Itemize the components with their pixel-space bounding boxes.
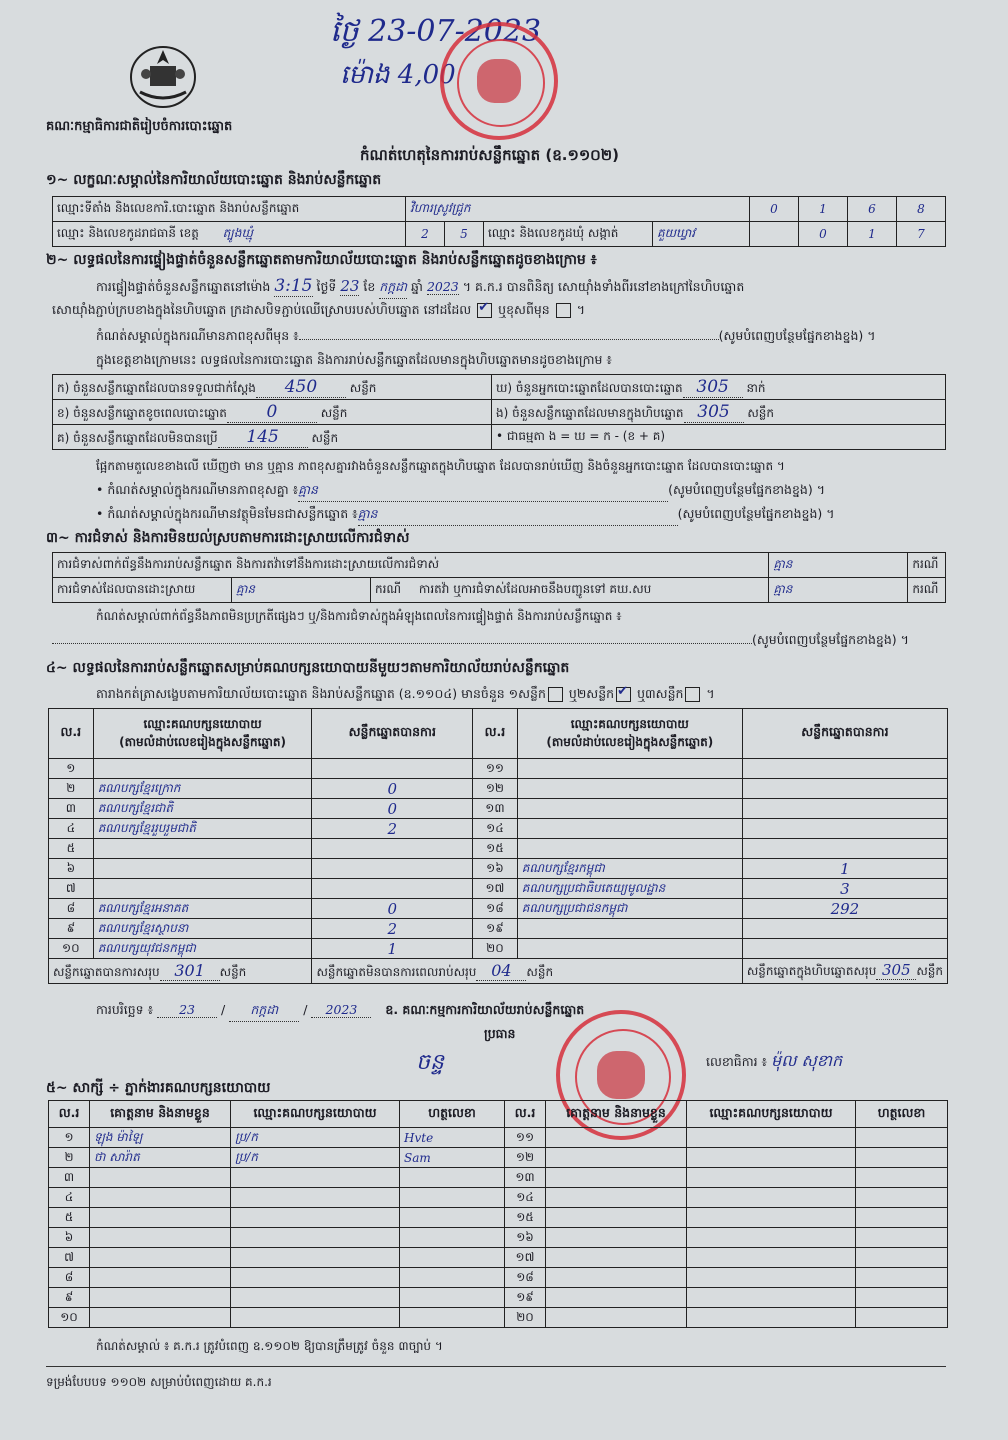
- row-number: ៤: [49, 1188, 90, 1208]
- row-number: ១៣: [505, 1168, 546, 1188]
- agent-name: [546, 1168, 687, 1188]
- section5-heading: ៥~ សាក្សី ÷ ភ្នាក់ងារគណបក្សនយោបាយ: [46, 1080, 271, 1096]
- party-votes: [742, 779, 947, 799]
- party-name: គណបក្សយុវជនកម្ពុជា: [93, 939, 312, 959]
- one-sheet-checkbox[interactable]: [548, 687, 563, 702]
- party-votes: [742, 939, 947, 959]
- agent-signature: [400, 1268, 505, 1288]
- table-row: [49, 819, 948, 839]
- row-number: ១០: [49, 939, 94, 959]
- agent-signature: Sam: [400, 1148, 505, 1168]
- party-name: [517, 839, 742, 859]
- row-number: ៩: [49, 1288, 90, 1308]
- verification-line: ការផ្ទៀងផ្ទាត់ចំនួនសន្លឹកឆ្នោតនៅម៉ោង 3:15 ថ្ងៃទី 23 ខែ កក្កដា ឆ្នាំ 2023 ។ គ.ក.រ បានពិនិត្យ សោយ៉ាំងទាំងពីរនៅខាងក្រៅនៃហិបឆ្នោត: [96, 276, 744, 299]
- time-value: 3:15: [274, 276, 313, 296]
- section3-heading: ៣~ ការជំទាស់ និងការមិនយល់ស្របតាមការដោះស្រាយលើការជំទាស់: [46, 530, 410, 546]
- agent-party: [231, 1248, 400, 1268]
- party-name: [517, 759, 742, 779]
- party-name: គណបក្សខ្មែររួបរួមជាតិ: [93, 819, 312, 839]
- table-row: [49, 1268, 948, 1288]
- agent-name: [546, 1208, 687, 1228]
- nec-emblem-icon: [128, 44, 198, 110]
- location-digit: 1: [799, 197, 848, 222]
- discrepancy-note: • កំណត់សម្គាល់ក្នុងករណីមានភាពខុសគ្នា ៖គ្មាន (សូមបំពេញបន្ថែមផ្នែកខាងខ្នង) ។: [96, 482, 825, 502]
- agent-name: [90, 1208, 231, 1228]
- table-row: [49, 1248, 948, 1268]
- received-ballots-row: ក) ចំនួនសន្លឹកឆ្នោតដែលបានទទួលជាក់ស្តែង 450 សន្លឹក: [53, 375, 492, 400]
- agent-signature: [856, 1188, 948, 1208]
- forwarded-unit: ករណី: [908, 578, 946, 603]
- agent-party: ប្រ/ក: [231, 1148, 400, 1168]
- agent-party: [687, 1148, 856, 1168]
- agent-party: [231, 1168, 400, 1188]
- row-number: ១៥: [505, 1208, 546, 1228]
- row-number: ៥: [49, 839, 94, 859]
- discrepancy-line: ផ្អែកតាមតួលេខខាងលើ ឃើញថា មាន ឬគ្មាន ភាពខុសគ្នារវាងចំនួនសន្លឹកឆ្នោតក្នុងហិបឆ្នោត ដែលបានរាប់ឃើញ និងចំនួនអ្នកបោះឆ្នោត ដែលបានបោះឆ្នោត ។: [96, 459, 785, 473]
- agent-party: [231, 1188, 400, 1208]
- row-number: ១៩: [505, 1288, 546, 1308]
- party-votes: [312, 879, 473, 899]
- difference-note: កំណត់សម្គាល់ក្នុងករណីមានភាពខុសពីមុន ៖ (សូមបំពេញបន្ថែមផ្នែកខាងខ្នង) ។: [96, 328, 876, 343]
- complaints-label: ការជំទាស់ពាក់ព័ន្ធនឹងការរាប់សន្លឹកឆ្នោត និងការតវ៉ាទៅនឹងការដោះស្រាយលើការជំទាស់: [53, 553, 769, 578]
- agent-party: [687, 1308, 856, 1328]
- section2-heading: ២~ លទ្ធផលនៃការផ្ទៀងផ្ទាត់ចំនួនសន្លឹកឆ្នោតតាមការិយាល័យបោះឆ្នោត និងរាប់សន្លឹកឆ្នោតដូចខាងក្រោម ៖: [46, 252, 597, 268]
- complaints-value: គ្មាន: [769, 553, 908, 578]
- table-row: [49, 1168, 948, 1188]
- table-row: [49, 779, 948, 799]
- voters-row: ឃ) ចំនួនអ្នកបោះឆ្នោតដែលបានបោះឆ្នោត 305 នាក់: [492, 375, 946, 400]
- agent-signature: Hvte: [400, 1128, 505, 1148]
- agent-signature: [400, 1248, 505, 1268]
- table-row: [49, 859, 948, 879]
- party-name: គណបក្សប្រជាធិបតេយ្យមូលដ្ឋាន: [517, 879, 742, 899]
- row-number: ១៦: [505, 1228, 546, 1248]
- box-total: សន្លឹកឆ្នោតក្នុងហិបឆ្នោតសរុប 305 សន្លឹក: [742, 959, 947, 984]
- party-votes: [742, 919, 947, 939]
- party-votes: 0: [312, 899, 473, 919]
- party-votes: 1: [312, 939, 473, 959]
- agent-party: [231, 1228, 400, 1248]
- complaints-table: [52, 552, 946, 603]
- foreign-object-note: • កំណត់សម្គាល់ក្នុងករណីមានវត្ថុមិនមែនជាសន្លឹកឆ្នោត ៖គ្មាន (សូមបំពេញបន្ថែមផ្នែកខាងខ្នង) ។: [96, 506, 834, 526]
- agent-name: [90, 1288, 231, 1308]
- agent-name: ថា សារ៉ាត: [90, 1148, 231, 1168]
- three-sheet-checkbox[interactable]: [685, 687, 700, 702]
- table-row: [49, 879, 948, 899]
- section1-table: [52, 196, 946, 247]
- province-value: ត្បូងឃ្មុំ: [222, 226, 253, 240]
- row-number: ៤: [49, 819, 94, 839]
- day-value: 23: [340, 277, 360, 295]
- date-line: ការបរិច្ឆេទ ៖ 23 / កក្កដា / 2023 ឧ. គណៈកម្មការការិយាល័យរាប់សន្លឹកឆ្នោត: [96, 1002, 584, 1022]
- party-votes: [742, 759, 947, 779]
- summary-sheet-line: តារាងកត់ត្រាសង្ខេបតាមការិយាល័យបោះឆ្នោត និងរាប់សន្លឹកឆ្នោត (ឧ.១១០៤) មានចំនួន ១សន្លឹក ឬ២សន្លឹក✔ ឬ៣សន្លឹក ។: [96, 686, 715, 705]
- commune-value: គួយឃ្វាវ: [653, 222, 750, 247]
- party-name: [517, 939, 742, 959]
- agent-name: [90, 1248, 231, 1268]
- party-name: គណបក្សប្រជាជនកម្ពុជា: [517, 899, 742, 919]
- secretary-line: លេខាធិការ ៖ ម៉ុល សុខាក: [706, 1051, 843, 1070]
- section1-heading: ១~ លក្ខណៈសម្គាល់នៃការិយាល័យបោះឆ្នោត និងរាប់សន្លឹកឆ្នោត: [46, 172, 382, 188]
- agent-party: [687, 1268, 856, 1288]
- table-row: [49, 1188, 948, 1208]
- row-number: ១៩: [473, 919, 518, 939]
- commune-digit: 7: [897, 222, 946, 247]
- commune-label: ឈ្មោះ និងលេខកូដឃុំ សង្កាត់: [484, 222, 653, 247]
- row-number: ៣: [49, 1168, 90, 1188]
- row-number: ៦: [49, 859, 94, 879]
- party-name: គណបក្សខ្មែរកម្ពុជា: [517, 859, 742, 879]
- party-name: [93, 839, 312, 859]
- two-sheet-checkbox[interactable]: [616, 687, 631, 702]
- table-row: [49, 799, 948, 819]
- table-row: [49, 899, 948, 919]
- agent-signature: [400, 1308, 505, 1328]
- party-name: [517, 799, 742, 819]
- agent-signature: [400, 1228, 505, 1248]
- row-number: ៦: [49, 1228, 90, 1248]
- row-number: ១៨: [473, 899, 518, 919]
- table-row: [49, 1148, 948, 1168]
- party-results-table: ល.រ ឈ្មោះគណបក្សនយោបាយ (តាមលំដាប់លេខរៀងក្នុងសន្លឹកឆ្នោត) សន្លឹកឆ្នោតបានការ ល.រ ឈ្មោះគណបក្សនយោបាយ (តាមលំដាប់លេខរៀងក្នុងសន្លឹកឆ្នោត) សន្លឹកឆ្នោតបានការ ១ ១១ ២ គណបក្សខ្មែរក្រោក 0 ១២ ៣ គណបក្សខ្មែរជាតិ 0 ១៣ ៤ គណបក្សខ្មែររួបរួមជាតិ 2 ១៤ ៥ ១៥ ៦ ១៦ គណបក្សខ្មែរកម្ពុជា 1 ៧ ១៧ គណបក្សប្រជាធិបតេយ្យមូលដ្ឋាន 3 ៨ គណបក្សខ្មែរអនាគត 0 ១៨ គណបក្សប្រជាជនកម្ពុជា 292 ៩ គណបក្សខ្មែរស្ថាបនា 2 ១៩ ១០ គណបក្សយុវជនកម្ពុជា 1 ២០ សន្លឹកឆ្នោតបានការសរុប 301 សន្លឹក សន្លឹកឆ្នោតមិនបានការពេលរាប់សរុប 04 សន្លឹក សន្លឹកឆ្នោតក្នុងហិបឆ្នោតសរុប 305 សន្លឹក: [48, 708, 948, 984]
- agent-name: [546, 1308, 687, 1328]
- party-name: [517, 919, 742, 939]
- unused-ballots-row: គ) ចំនួនសន្លឹកឆ្នោតដែលមិនបានប្រើ 145 សន្លឹក: [53, 425, 492, 450]
- row-number: ១០: [49, 1308, 90, 1328]
- party-votes: 2: [312, 819, 473, 839]
- row-number: ១២: [473, 779, 518, 799]
- resolved-label: ការជំទាស់ដែលបានដោះស្រាយ: [53, 578, 232, 603]
- agent-name: [90, 1308, 231, 1328]
- party-votes: 0: [312, 799, 473, 819]
- table-row: [49, 1208, 948, 1228]
- party-name: [517, 779, 742, 799]
- row-number: ១៨: [505, 1268, 546, 1288]
- table-row: [49, 1128, 948, 1148]
- forwarded-label: ករណី ការតវ៉ា ឬការជំទាស់ដែលអាចនឹងបញ្ជូនទៅ គឃ.សប: [371, 578, 769, 603]
- row-number: ១១: [505, 1128, 546, 1148]
- agent-name: ឡុង ម៉ាឡៃ: [90, 1128, 231, 1148]
- table-row: [49, 1228, 948, 1248]
- unused-ballots-value: 145: [218, 427, 308, 448]
- table-row: [49, 919, 948, 939]
- agent-name: [546, 1188, 687, 1208]
- table-row: [49, 1308, 948, 1328]
- agent-name: [90, 1188, 231, 1208]
- complaints-unit: ករណី: [908, 553, 946, 578]
- agent-party: [231, 1268, 400, 1288]
- voters-value: 305: [683, 377, 743, 398]
- agent-party: [231, 1308, 400, 1328]
- footnote: កំណត់សម្គាល់ ៖ គ.ក.រ ត្រូវបំពេញ ឧ.១១០២ ឱ្យបានត្រឹមត្រូវ ចំនួន ៣ច្បាប់ ។: [96, 1339, 443, 1353]
- agent-name: [90, 1228, 231, 1248]
- party-name: [93, 879, 312, 899]
- row-number: ៣: [49, 799, 94, 819]
- location-digit: 0: [750, 197, 799, 222]
- party-votes: [742, 819, 947, 839]
- province-digit: 5: [445, 222, 484, 247]
- party-votes: [742, 799, 947, 819]
- row-number: ៨: [49, 1268, 90, 1288]
- row-number: ៧: [49, 1248, 90, 1268]
- spoiled-ballots-value: 0: [227, 402, 317, 423]
- location-value: វិហារស្រូវជ្រូក: [406, 197, 750, 222]
- row-number: ១២: [505, 1148, 546, 1168]
- row-number: ១៦: [473, 859, 518, 879]
- formula-note: • ជាធម្មតា ង = ឃ = ក - (ខ + គ): [492, 425, 946, 450]
- agent-name: [546, 1288, 687, 1308]
- row-number: ៥: [49, 1208, 90, 1228]
- row-number: ១៧: [505, 1248, 546, 1268]
- invalid-total-value: 04: [476, 961, 526, 981]
- party-name: គណបក្សខ្មែរស្ថាបនា: [93, 919, 312, 939]
- count-table: [52, 374, 946, 450]
- row-number: ២០: [505, 1308, 546, 1328]
- agent-party: [687, 1168, 856, 1188]
- agent-party: [687, 1128, 856, 1148]
- month-value: កក្កដា: [379, 279, 407, 299]
- row-number: ១៤: [473, 819, 518, 839]
- agent-signature: [856, 1208, 948, 1228]
- received-ballots-value: 450: [256, 377, 346, 398]
- agent-signature: [400, 1188, 505, 1208]
- unchanged-checkbox[interactable]: [477, 303, 492, 318]
- table-row: [49, 939, 948, 959]
- party-votes: [312, 839, 473, 859]
- party-votes: 2: [312, 919, 473, 939]
- box-total-value: 305: [876, 961, 916, 980]
- agent-signature: [856, 1288, 948, 1308]
- irregularity-note: កំណត់សម្គាល់ពាក់ព័ន្ធនឹងភាពមិនប្រក្រតីផ្សេងៗ ឬ/និងការជំទាស់ក្នុងអំឡុងពេលនៃការផ្ទៀងផ្ទាត់ និងការរាប់សន្លឹកឆ្នោត ៖: [96, 609, 622, 623]
- agent-signature: [856, 1128, 948, 1148]
- chair-signature: ចន្ទ: [416, 1050, 444, 1075]
- agent-party: [231, 1288, 400, 1308]
- party-name: គណបក្សខ្មែរអនាគត: [93, 899, 312, 919]
- agent-name: [90, 1268, 231, 1288]
- secretary-name: ម៉ុល សុខាក: [771, 1051, 843, 1070]
- agent-signature: [856, 1268, 948, 1288]
- agent-signature: [856, 1248, 948, 1268]
- box-ballots-value: 305: [684, 402, 744, 423]
- agent-party: [687, 1188, 856, 1208]
- agent-signature: [856, 1168, 948, 1188]
- row-number: ២: [49, 779, 94, 799]
- agents-table: ល.រ គោត្តនាម និងនាមខ្លួន ឈ្មោះគណបក្សនយោបាយ ហត្ថលេខា ល.រ គោត្តនាម និងនាមខ្លួន ឈ្មោះគណបក្សនយោបាយ ហត្ថលេខា ១ ឡុង ម៉ាឡៃ ប្រ/ក Hvte ១១ ២ ថា សារ៉ាត ប្រ/ក Sam ១២ ៣ ១៣ ៤ ១៤ ៥ ១៥ ៦ ១៦ ៧ ១៧ ៨ ១៨ ៩ ១៩ ១០ ២០: [48, 1100, 948, 1328]
- party-name: គណបក្សខ្មែរក្រោក: [93, 779, 312, 799]
- table-row: [49, 839, 948, 859]
- results-intro: ក្នុងខេត្តខាងក្រោមនេះ លទ្ធផលនៃការបោះឆ្នោត និងការរាប់សន្លឹកឆ្នោតដែលមានក្នុងហិបឆ្នោតមានដូចខាងក្រោម ៖: [96, 352, 612, 367]
- chair-label: ប្រធាន: [484, 1026, 516, 1041]
- commune-digit: 0: [799, 222, 848, 247]
- party-votes: 292: [742, 899, 947, 919]
- row-number: ១: [49, 1128, 90, 1148]
- agent-signature: [856, 1148, 948, 1168]
- province-label: ឈ្មោះ និងលេខកូដរាជធានី ខេត្ត ត្បូងឃ្មុំ: [53, 222, 406, 247]
- box-ballots-row: ង) ចំនួនសន្លឹកឆ្នោតដែលមានក្នុងហិបឆ្នោត 305 សន្លឹក: [492, 400, 946, 425]
- changed-checkbox[interactable]: [556, 303, 571, 318]
- spoiled-ballots-row: ខ) ចំនួនសន្លឹកឆ្នោតខូចពេលបោះឆ្នោត 0 សន្លឹក: [53, 400, 492, 425]
- footer-divider: [46, 1366, 946, 1367]
- agent-signature: [400, 1168, 505, 1188]
- valid-total-value: 301: [160, 961, 220, 981]
- party-name: [517, 819, 742, 839]
- irregularity-fill: (សូមបំពេញបន្ថែមផ្នែកខាងខ្នង) ។: [52, 632, 909, 651]
- party-name: គណបក្សខ្មែរជាតិ: [93, 799, 312, 819]
- agent-signature: [856, 1308, 948, 1328]
- seal-check-line: សោយ៉ាំងភ្ជាប់ក្របខាងក្នុងនៃហិបឆ្នោត ក្រដាសបិទភ្ជាប់ឈើស្រោបរបស់ហិបឆ្នោត នៅដដែល ✔ ឬខុសពីមុន ។: [52, 302, 585, 321]
- valid-total: សន្លឹកឆ្នោតបានការសរុប 301 សន្លឹក: [49, 959, 312, 984]
- party-name: [93, 859, 312, 879]
- agent-name: [546, 1248, 687, 1268]
- agent-name: [546, 1128, 687, 1148]
- agent-party: ប្រ/ក: [231, 1128, 400, 1148]
- resolved-value: គ្មាន: [232, 578, 371, 603]
- table-row: [49, 759, 948, 779]
- agent-signature: [856, 1228, 948, 1248]
- agent-signature: [400, 1288, 505, 1308]
- party-votes: 0: [312, 779, 473, 799]
- handwritten-date: ថ្ងៃ 23-07-2023: [330, 14, 542, 49]
- row-number: ២: [49, 1148, 90, 1168]
- official-stamp-top: [440, 22, 558, 140]
- location-label: ឈ្មោះទីតាំង និងលេខការិ.បោះឆ្នោត និងរាប់សន្លឹកឆ្នោត: [53, 197, 406, 222]
- footer-text: ទម្រង់បែបបទ ១១០២ សម្រាប់បំពេញដោយ គ.ក.រ: [46, 1375, 272, 1389]
- agent-signature: [400, 1208, 505, 1228]
- location-digit: 6: [848, 197, 897, 222]
- agent-party: [231, 1208, 400, 1228]
- year-value: 2023: [426, 279, 459, 294]
- party-name: [93, 759, 312, 779]
- invalid-total: សន្លឹកឆ្នោតមិនបានការពេលរាប់សរុប 04 សន្លឹក: [312, 959, 742, 984]
- row-number: ១៥: [473, 839, 518, 859]
- agent-name: [90, 1168, 231, 1188]
- location-digit: 8: [897, 197, 946, 222]
- row-number: ៨: [49, 899, 94, 919]
- commune-digit: 1: [848, 222, 897, 247]
- party-votes: 1: [742, 859, 947, 879]
- row-number: ៧: [49, 879, 94, 899]
- agent-party: [687, 1228, 856, 1248]
- row-number: ២០: [473, 939, 518, 959]
- committee-name: គណៈកម្មាធិការជាតិរៀបចំការបោះឆ្នោត: [46, 119, 233, 134]
- agent-party: [687, 1248, 856, 1268]
- handwritten-time: ម៉ោង 4,00: [340, 60, 456, 90]
- province-digit: 2: [406, 222, 445, 247]
- row-number: ១៣: [473, 799, 518, 819]
- party-votes: [312, 859, 473, 879]
- party-votes: [742, 839, 947, 859]
- row-number: ៩: [49, 919, 94, 939]
- agent-name: [546, 1148, 687, 1168]
- forwarded-value: គ្មាន: [769, 578, 908, 603]
- table-row: [49, 1288, 948, 1308]
- row-number: ១៧: [473, 879, 518, 899]
- agent-party: [687, 1288, 856, 1308]
- row-number: ១១: [473, 759, 518, 779]
- agent-party: [687, 1208, 856, 1228]
- agent-name: [546, 1228, 687, 1248]
- party-votes: [312, 759, 473, 779]
- row-number: ១: [49, 759, 94, 779]
- agent-name: [546, 1268, 687, 1288]
- section4-heading: ៤~ លទ្ធផលនៃការរាប់សន្លឹកឆ្នោតសម្រាប់គណបក្សនយោបាយនីមួយៗតាមការិយាល័យរាប់សន្លឹកឆ្នោត: [46, 660, 570, 676]
- row-number: ១៤: [505, 1188, 546, 1208]
- party-votes: 3: [742, 879, 947, 899]
- form-title: កំណត់ហេតុនៃការរាប់សន្លឹកឆ្នោត (ឧ.១១០២): [360, 146, 620, 164]
